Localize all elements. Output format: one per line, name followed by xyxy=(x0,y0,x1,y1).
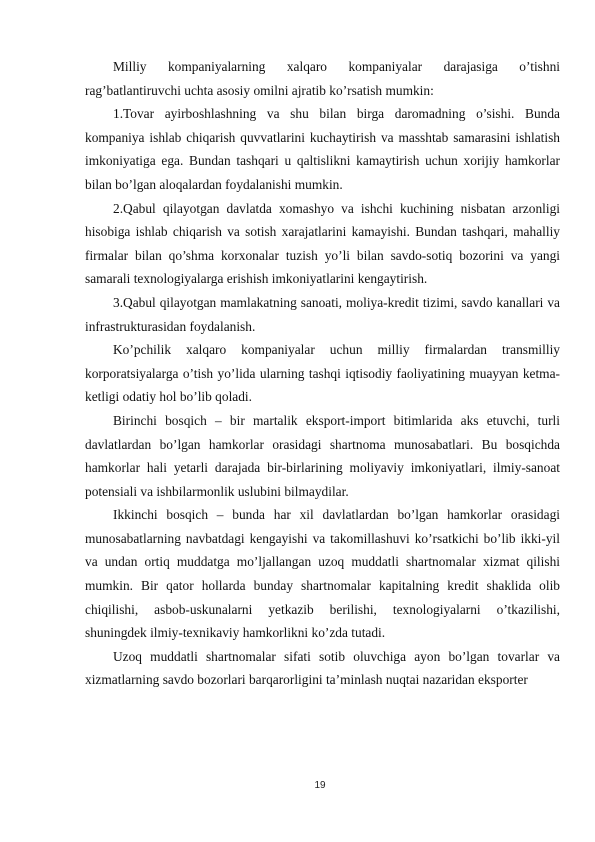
paragraph-factor-3: 3.Qabul qilayotgan mamlakatning sanoati, moliya-kredit tizimi, savdo kanallari va infrastrukturasidan foydalanish. xyxy=(85,294,560,334)
page-number: 19 xyxy=(314,780,326,791)
paragraph-long-term-contracts: Uzoq muddatli shartnomalar sifati sotib oluvchiga ayon bo’lgan tovarlar va xizmatlarning savdo bozorlari barqarorligini ta’minlash nuqtai nazaridan eksporter xyxy=(85,648,560,688)
paragraph-factor-1: 1.Tovar ayirboshlashning va shu bilan birga daromadning o’sishi. Bunda kompaniya ishlab chiqarish quvvatlarini kuchaytirish va masshtab samarasini ishlatish imkoniyatiga ega. Bundan tashqari u qaltislikni kamaytirish uchun xorijiy hamkorlar bilan bo’lgan aloqalardan foydalanishi mumkin. xyxy=(85,106,560,192)
paragraph-intro: Milliy kompaniyalarning xalqaro kompaniyalar darajasiga o’tishni rag’batlantiruvchi uchta asosiy omilni ajratib ko’rsatish mumkin: xyxy=(85,59,560,98)
paragraph-stage-1: Birinchi bosqich – bir martalik eksport-import bitimlarida aks etuvchi, turli davlatlardan bo’lgan hamkorlar orasidagi shartnoma munosabatlari. Bu bosqichda hamkorlar hali yetarli darajada bir-birlarining moliyaviy imkoniyatlari, ilmiy-sanoat potensiali va ishbilarmonlik uslubini bilmaydilar. xyxy=(85,412,560,499)
paragraph-stage-2: Ikkinchi bosqich – bunda har xil davlatlardan bo’lgan hamkorlar orasidagi munosabatlarning navbatdagi kengayishi va takomillashuvi ko’rsatkichi bo’lib ikki-yil va undan ortiq muddatga mo’ljallangan uzoq muddatli shartnomalar xizmat qilishi mumkin. Bir qator hollarda bunday shartnomalar kapitalning kredit shaklida olib chiqilishi, asbob-uskunalarni yetkazib berilishi, texnologiyalarni o’tkazilishi, shuningdek ilmiy-texnikaviy hamkorlikni ko’zda tutadi. xyxy=(85,507,560,641)
paragraph-transition: Ko’pchilik xalqaro kompaniyalar uchun milliy firmalardan transmilliy korporatsiyalarga o’tish yo’lida ularning tashqi iqtisodiy faoliyatining muayyan ketma-ketligi odatiy hol bo’lib qoladi. xyxy=(85,342,560,405)
body-text xyxy=(85,55,560,692)
paragraph-factor-2: 2.Qabul qilayotgan davlatda xomashyo va ishchi kuchining nisbatan arzonligi hisobiga ishlab chiqarish va sotish xarajatlarini kamayishi. Bundan tashqari, mahalliy firmalar bilan qo’shma korxonalar tuzish yo’li bilan savdo-sotiq bozorini va yangi samarali texnologiyalarga erishish imkoniyatlarini kengaytirish. xyxy=(85,200,560,287)
